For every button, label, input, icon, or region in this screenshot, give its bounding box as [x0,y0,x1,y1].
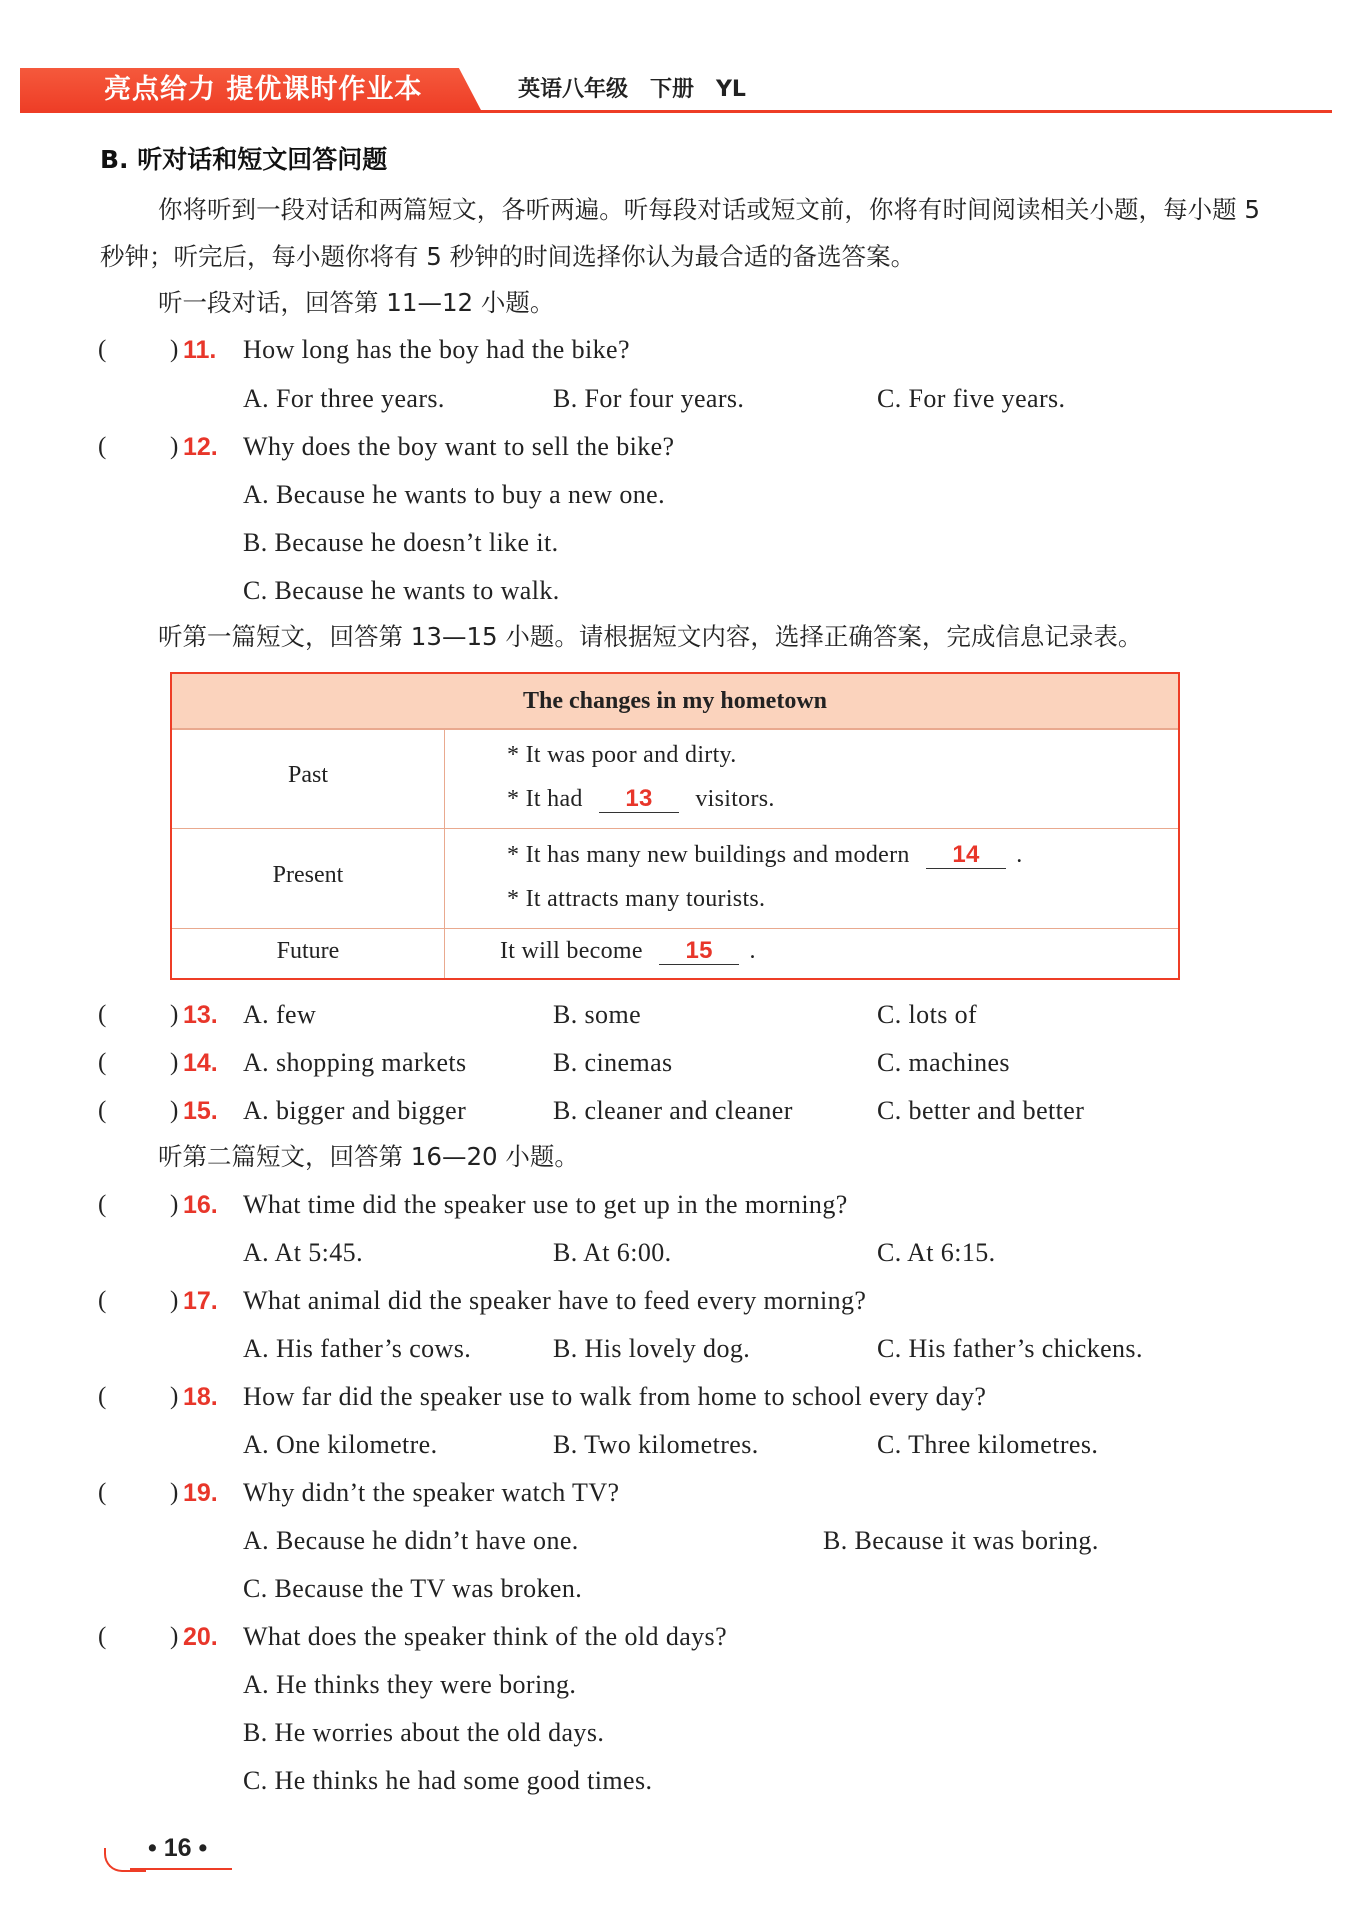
section-intro-text: 你将听到一段对话和两篇短文，各听两遍。听每段对话或短文前，你将有时间阅读相关小题，每小题 5 秒钟；听完后，每小题你将有 5 秒钟的时间选择你认为最合适的备选答案。 [100,195,1260,271]
future-line [500,938,756,965]
option-b: B. He worries about the old days. [243,1718,605,1747]
option-c: C. Because he wants to walk. [243,576,560,605]
option-a: A. few [243,1000,317,1029]
present-line-1-pre: * It has many new buildings and modern [507,842,910,868]
present-line-1-post: . [1016,842,1023,868]
option-c: C. He thinks he had some good times. [243,1766,653,1795]
table-row-future [172,928,1178,978]
answer-paren-open: ( [98,1623,107,1650]
present-line-2: * It attracts many tourists. [507,886,766,912]
question-text: What does the speaker think of the old days? [243,1622,728,1651]
header-subtitle: 英语八年级 下册 YL [518,77,746,102]
answer-paren-open: ( [98,1479,107,1506]
option-c: C. lots of [877,1000,978,1029]
past-line-1: * It was poor and dirty. [507,742,737,768]
option-b: B. His lovely dog. [553,1334,751,1363]
option-c: C. His father’s chickens. [877,1334,1143,1363]
answer-paren-close: ) [170,1097,179,1124]
option-c: C. At 6:15. [877,1238,996,1267]
option-a: A. Because he wants to buy a new one. [243,480,666,509]
question-text: What time did the speaker use to get up in the morning? [243,1190,848,1219]
section-title: B. 听对话和短文回答问题 [100,145,388,174]
option-c: C. Three kilometres. [877,1430,1099,1459]
past-line-2-post: visitors. [695,786,775,812]
blank-15: 15 [659,938,739,965]
answer-paren-close: ) [170,433,179,460]
question-text: Why does the boy want to sell the bike? [243,432,675,461]
table-row-past [172,728,1178,829]
future-line-pre: It will become [500,938,643,964]
option-a: A. bigger and bigger [243,1096,467,1125]
question-number: 11. [183,336,217,364]
present-line-1 [507,842,1023,869]
option-a: A. At 5:45. [243,1238,363,1267]
question-number: 19. [183,1479,218,1507]
option-b: B. Because it was boring. [823,1526,1099,1555]
option-c: C. Because the TV was broken. [243,1574,583,1603]
row-label-future: Future [276,938,340,964]
answer-paren-close: ) [170,1287,179,1314]
option-a: A. His father’s cows. [243,1334,472,1363]
header-brand: 亮点给力 提优课时作业本 [104,74,423,105]
option-a: A. One kilometre. [243,1430,438,1459]
question-number: 17. [183,1287,218,1315]
row-label-past: Past [287,762,328,788]
answer-paren-close: ) [170,336,179,363]
option-c: C. For five years. [877,384,1066,413]
dialogue-instruction: 听一段对话，回答第 11—12 小题。 [158,288,555,317]
option-b: B. cinemas [553,1048,673,1077]
answer-paren-open: ( [98,1191,107,1218]
option-b: B. cleaner and cleaner [553,1096,793,1125]
question-number: 14. [183,1049,218,1077]
row-label-present: Present [272,862,344,888]
option-b: B. Two kilometres. [553,1430,759,1459]
blank-13: 13 [599,786,679,813]
past-line-2 [507,786,775,813]
table-header [172,674,1178,730]
answer-paren-open: ( [98,1001,107,1028]
question-text: How long has the boy had the bike? [243,335,630,364]
blank-14: 14 [926,842,1006,869]
page-number-rule [130,1868,232,1870]
answer-paren-open: ( [98,336,107,363]
header-rule [20,110,1332,113]
question-number: 20. [183,1623,218,1651]
question-text: How far did the speaker use to walk from home to school every day? [243,1382,987,1411]
question-number: 12. [183,433,218,461]
answer-paren-open: ( [98,1383,107,1410]
option-b: B. For four years. [553,384,745,413]
passage1-instruction: 听第一篇短文，回答第 13—15 小题。请根据短文内容，选择正确答案，完成信息记录表。 [158,622,1143,651]
future-line-post: . [749,938,756,964]
answer-paren-close: ) [170,1191,179,1218]
question-text: What animal did the speaker have to feed every morning? [243,1286,867,1315]
answer-paren-close: ) [170,1001,179,1028]
answer-paren-close: ) [170,1383,179,1410]
option-c: C. machines [877,1048,1010,1077]
answer-paren-close: ) [170,1049,179,1076]
answer-paren-open: ( [98,433,107,460]
question-number: 15. [183,1097,218,1125]
question-number: 13. [183,1001,218,1029]
question-number: 18. [183,1383,218,1411]
answer-paren-open: ( [98,1287,107,1314]
passage2-instruction: 听第二篇短文，回答第 16—20 小题。 [158,1142,579,1171]
table-row-present [172,828,1178,929]
option-c: C. better and better [877,1096,1085,1125]
option-b: B. some [553,1000,642,1029]
table-title: The changes in my hometown [522,688,828,714]
option-b: B. Because he doesn’t like it. [243,528,559,557]
answer-paren-open: ( [98,1049,107,1076]
question-text: Why didn’t the speaker watch TV? [243,1478,620,1507]
page-number: • 16 • [148,1834,208,1862]
section-intro [100,186,1260,280]
option-b: B. At 6:00. [553,1238,672,1267]
info-table [170,672,1180,980]
question-number: 16. [183,1191,218,1219]
option-a: A. shopping markets [243,1048,467,1077]
answer-paren-close: ) [170,1623,179,1650]
past-line-2-pre: * It had [507,786,583,812]
answer-paren-open: ( [98,1097,107,1124]
option-a: A. For three years. [243,384,445,413]
option-a: A. He thinks they were boring. [243,1670,577,1699]
answer-paren-close: ) [170,1479,179,1506]
option-a: A. Because he didn’t have one. [243,1526,579,1555]
